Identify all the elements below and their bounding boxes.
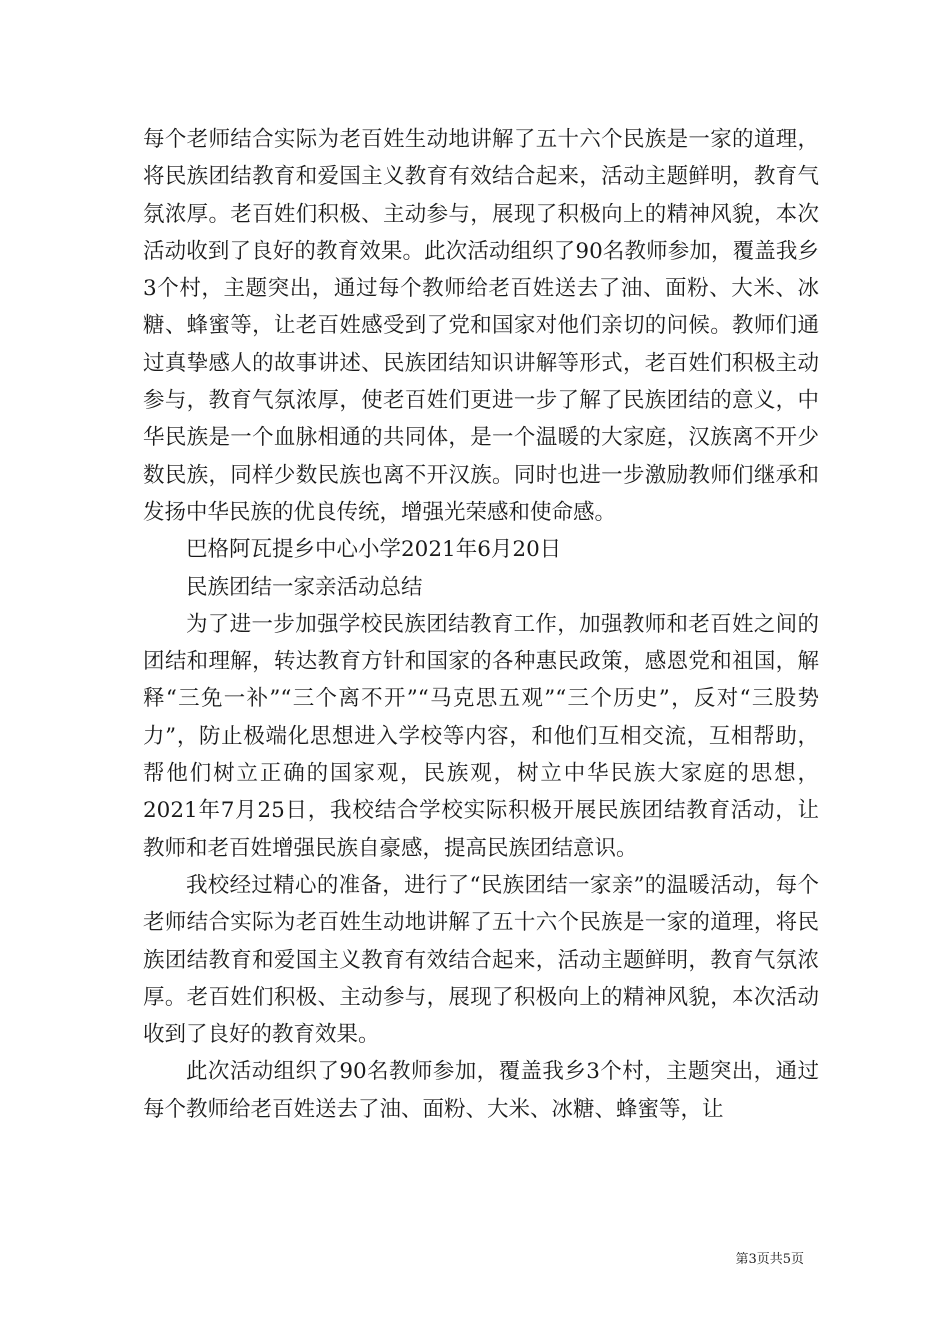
document-body — [143, 121, 819, 1128]
paragraph: 为了进一步加强学校民族团结教育工作，加强教师和老百姓之间的团结和理解，转达教育方针和国家的各种惠民政策，感恩党和祖国，解释“三免一补”“三个离不开”“马克思五观”“三个历史”，反对“三股势力”，防止极端化思想进入学校等内容，和他们互相交流，互相帮助，帮他们树立正确的国家观，民族观，树立中华民族大家庭的思想，2021年7月25日，我校结合学校实际积极开展民族团结教育活动，让教师和老百姓增强民族自豪感，提高民族团结意识。 — [143, 611, 819, 861]
page-number-footer: 第3页共5页 — [735, 1252, 804, 1267]
signature-line: 巴格阿瓦提乡中心小学2021年6月20日 — [186, 537, 562, 563]
section-title: 民族团结一家亲活动总结 — [186, 574, 423, 600]
paragraph-continued: 每个老师结合实际为老百姓生动地讲解了五十六个民族是一家的道理，将民族团结教育和爱国主义教育有效结合起来，活动主题鲜明，教育气氛浓厚。老百姓们积极、主动参与，展现了积极向上的精神风貌，本次活动收到了良好的教育效果。此次活动组织了90名教师参加，覆盖我乡3个村，主题突出，通过每个教师给老百姓送去了油、面粉、大米、冰糖、蜂蜜等，让老百姓感受到了党和国家对他们亲切的问候。教师们通过真挚感人的故事讲述、民族团结知识讲解等形式，老百姓们积极主动参与，教育气氛浓厚，使老百姓们更进一步了解了民族团结的意义，中华民族是一个血脉相通的共同体，是一个温暖的大家庭，汉族离不开少数民族，同样少数民族也离不开汉族。同时也进一步激励教师们继承和发扬中华民族的优良传统，增强光荣感和使命感。 — [143, 127, 819, 525]
paragraph: 此次活动组织了90名教师参加，覆盖我乡3个村，主题突出，通过每个教师给老百姓送去了油、面粉、大米、冰糖、蜂蜜等，让 — [143, 1059, 819, 1122]
paragraph: 我校经过精心的准备，进行了“民族团结一家亲”的温暖活动，每个老师结合实际为老百姓生动地讲解了五十六个民族是一家的道理，将民族团结教育和爱国主义教育有效结合起来，活动主题鲜明，教育气氛浓厚。老百姓们积极、主动参与，展现了积极向上的精神风貌，本次活动收到了良好的教育效果。 — [143, 872, 819, 1048]
